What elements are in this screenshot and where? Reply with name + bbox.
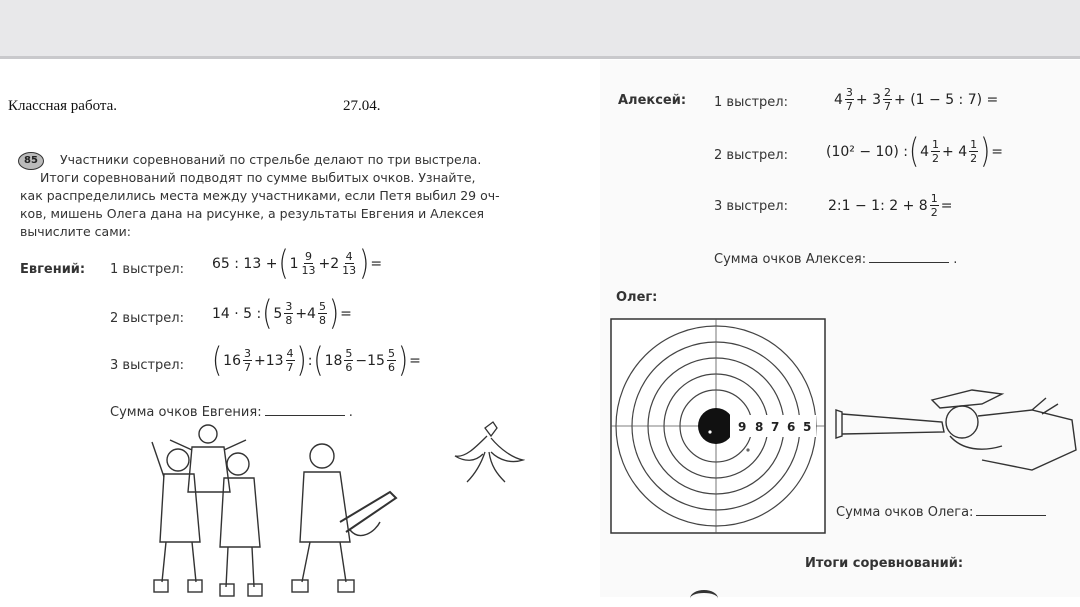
evgeny-expression-1: 65 : 13 + ( 1 $\frac{9}{13}$ +2 $\frac{4}{13}$ ) = (212, 244, 383, 283)
task-line-1: Участники соревнований по стрельбе делают по три выстрела. (60, 152, 482, 167)
task-number-badge: 85 (18, 152, 44, 170)
alexey-sum-row: Сумма очков Алексея: . (714, 252, 958, 267)
task-line-4: ков, мишень Олега дана на рисунке, а результаты Евгения и Алексея (20, 206, 485, 221)
ring-9-label: 9 (738, 420, 747, 434)
ring-5-label: 5 (803, 420, 812, 434)
evgeny-shot-3-label: 3 выстрел: (110, 358, 184, 373)
oleg-target (610, 318, 826, 534)
bird-illustration (445, 418, 525, 488)
alexey-name: Алексей: (618, 93, 687, 108)
evgeny-sum-label: Сумма очков Евгения: (110, 405, 262, 420)
cut-off-drawing (690, 590, 718, 607)
alexey-sum-label: Сумма очков Алексея: (714, 252, 867, 267)
alexey-expression-3: 2:1 − 1: 2 + 8 $\frac{1}{2}$ = (828, 192, 953, 219)
evgeny-name: Евгений: (20, 262, 86, 277)
alexey-expression-2: (10² − 10) : ( 4 $\frac{1}{2}$ + 4 $\frac{1}{2}$ ) = (826, 132, 1004, 171)
ring-7-label: 7 (771, 420, 780, 434)
answer-line (265, 403, 345, 416)
truncated-glyph (206, 0, 222, 6)
results-heading: Итоги соревнований: (805, 556, 964, 571)
evgeny-expression-2: 14 · 5 : ( 5 $\frac{3}{8}$ +4 $\frac{5}{8}$ ) = (212, 294, 352, 333)
class-work-heading: Классная работа. (8, 98, 118, 114)
ring-6-label: 6 (787, 420, 796, 434)
task-line-5: вычислите сами: (20, 224, 131, 239)
date-label: 27.04. (343, 98, 381, 114)
alexey-shot-1-label: 1 выстрел: (714, 95, 788, 110)
shooter-illustration (832, 380, 1080, 490)
task-line-2: Итоги соревнований подводят по сумме выбитых очков. Узнайте, (40, 170, 476, 185)
evgeny-shot-1-label: 1 выстрел: (110, 262, 184, 277)
right-worksheet-page (600, 60, 1080, 597)
browser-top-bar (0, 0, 1080, 59)
alexey-shot-3-label: 3 выстрел: (714, 199, 788, 214)
answer-line (869, 250, 949, 263)
oleg-sum-label: Сумма очков Олега: (836, 505, 974, 520)
ring-8-label: 8 (755, 420, 764, 434)
boys-illustration (140, 422, 410, 597)
answer-line (976, 503, 1046, 516)
alexey-shot-2-label: 2 выстрел: (714, 148, 788, 163)
evgeny-expression-3: ( 16 $\frac{3}{7}$ +13 $\frac{4}{7}$ ) : ( 18 $\frac{5}{6}$ −15 $\frac{5}{6}$ ) = (212, 341, 421, 380)
evgeny-sum-row: Сумма очков Евгения: . (110, 405, 353, 420)
alexey-expression-1: 4 $\frac{3}{7}$ + 3 $\frac{2}{7}$ + (1 − 5 : 7) = (834, 86, 999, 113)
oleg-name: Олег: (616, 290, 658, 305)
task-line-3: как распределились места между участниками, если Петя выбил 29 оч- (20, 188, 500, 203)
evgeny-shot-2-label: 2 выстрел: (110, 311, 184, 326)
left-worksheet-page (0, 60, 600, 597)
oleg-sum-row (836, 503, 1046, 520)
